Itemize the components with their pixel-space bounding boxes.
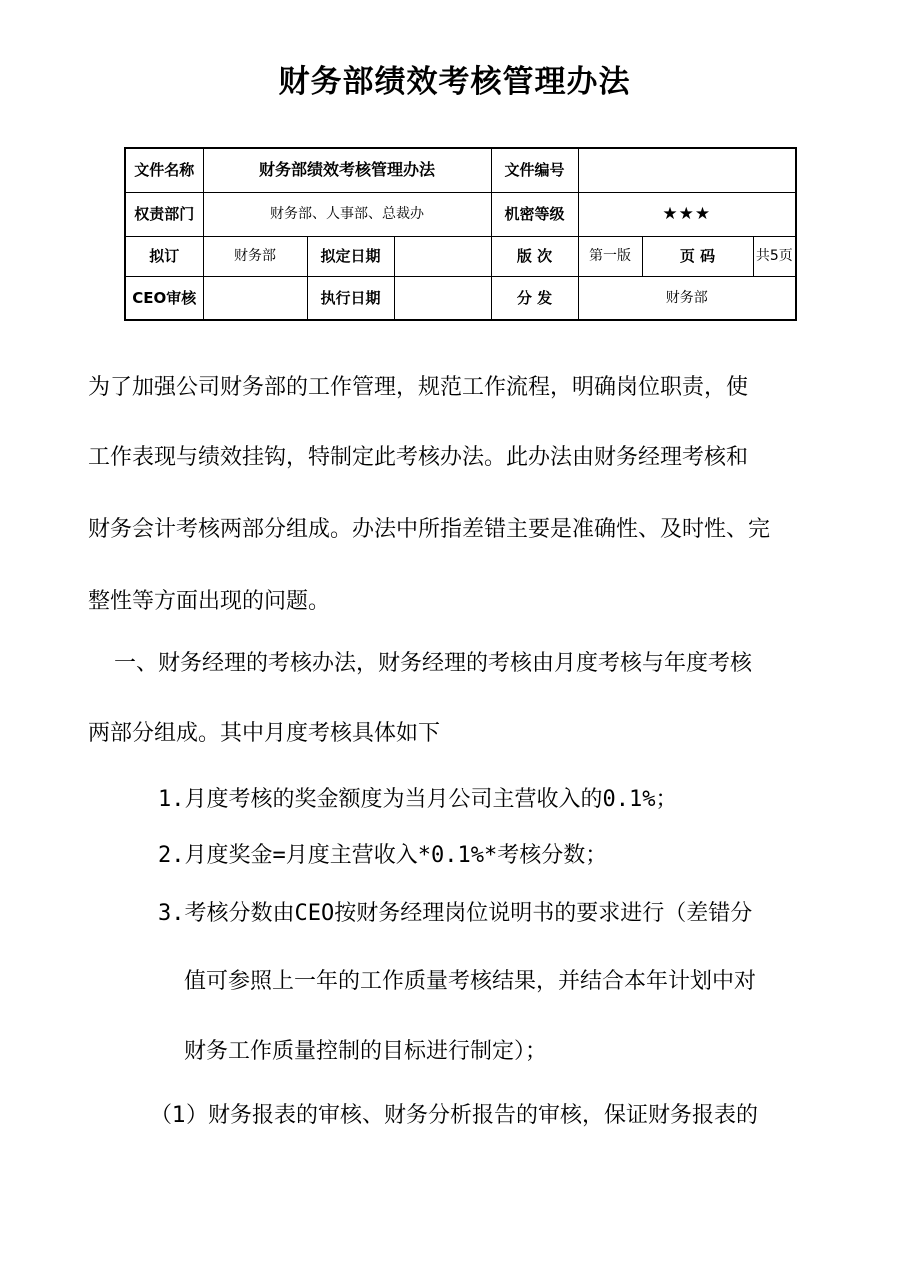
- file-no-value: [578, 148, 796, 192]
- draft-date-label: 拟定日期: [307, 236, 394, 276]
- file-name-value: 财务部绩效考核管理办法: [203, 148, 491, 192]
- section-1-line-2: 两部分组成。其中月度考核具体如下: [88, 721, 441, 746]
- draft-date-value: [394, 236, 491, 276]
- dept-label: 权责部门: [125, 192, 203, 236]
- list-item-3-line-3: 财务工作质量控制的目标进行制定）；: [184, 1039, 548, 1064]
- list-item-3-line-1: 3.考核分数由CEO按财务经理岗位说明书的要求进行（差错分: [158, 901, 753, 926]
- version-label: 版 次: [491, 236, 578, 276]
- document-title: 财务部绩效考核管理办法: [278, 64, 631, 100]
- secret-level-label: 机密等级: [491, 192, 578, 236]
- paragraph-intro-line-2: 工作表现与绩效挂钩，特制定此考核办法。此办法由财务经理考核和: [88, 445, 749, 470]
- sub-item-1-line-1: （1）财务报表的审核、财务分析报告的审核，保证财务报表的: [150, 1103, 758, 1128]
- file-no-label: 文件编号: [491, 148, 578, 192]
- file-name-label: 文件名称: [125, 148, 203, 192]
- distribute-value: 财务部: [578, 276, 796, 320]
- distribute-label: 分 发: [491, 276, 578, 320]
- list-item-3-line-2: 值可参照上一年的工作质量考核结果，并结合本年计划中对: [184, 969, 757, 994]
- page-count-value: 共5页: [753, 236, 796, 276]
- draft-value: 财务部: [203, 236, 307, 276]
- exec-date-value: [394, 276, 491, 320]
- ceo-review-value: [203, 276, 307, 320]
- section-1-line-1: 一、财务经理的考核办法，财务经理的考核由月度考核与年度考核: [114, 651, 753, 676]
- document-info-table: [124, 147, 797, 321]
- paragraph-intro-line-1: 为了加强公司财务部的工作管理，规范工作流程，明确岗位职责，使: [88, 375, 749, 400]
- ceo-review-label: CEO审核: [125, 276, 203, 320]
- draft-label: 拟订: [125, 236, 203, 276]
- page-label: 页 码: [642, 236, 753, 276]
- exec-date-label: 执行日期: [307, 276, 394, 320]
- list-item-2: 2.月度奖金=月度主营收入*0.1%*考核分数；: [158, 843, 608, 868]
- dept-value: 财务部、人事部、总裁办: [203, 192, 491, 236]
- paragraph-intro-line-3: 财务会计考核两部分组成。办法中所指差错主要是准确性、及时性、完: [88, 517, 771, 542]
- list-item-1: 1.月度考核的奖金额度为当月公司主营收入的0.1%；: [158, 787, 678, 812]
- secret-level-stars: ★★★: [578, 192, 796, 236]
- version-value: 第一版: [578, 236, 642, 276]
- paragraph-intro-line-4: 整性等方面出现的问题。: [88, 589, 331, 614]
